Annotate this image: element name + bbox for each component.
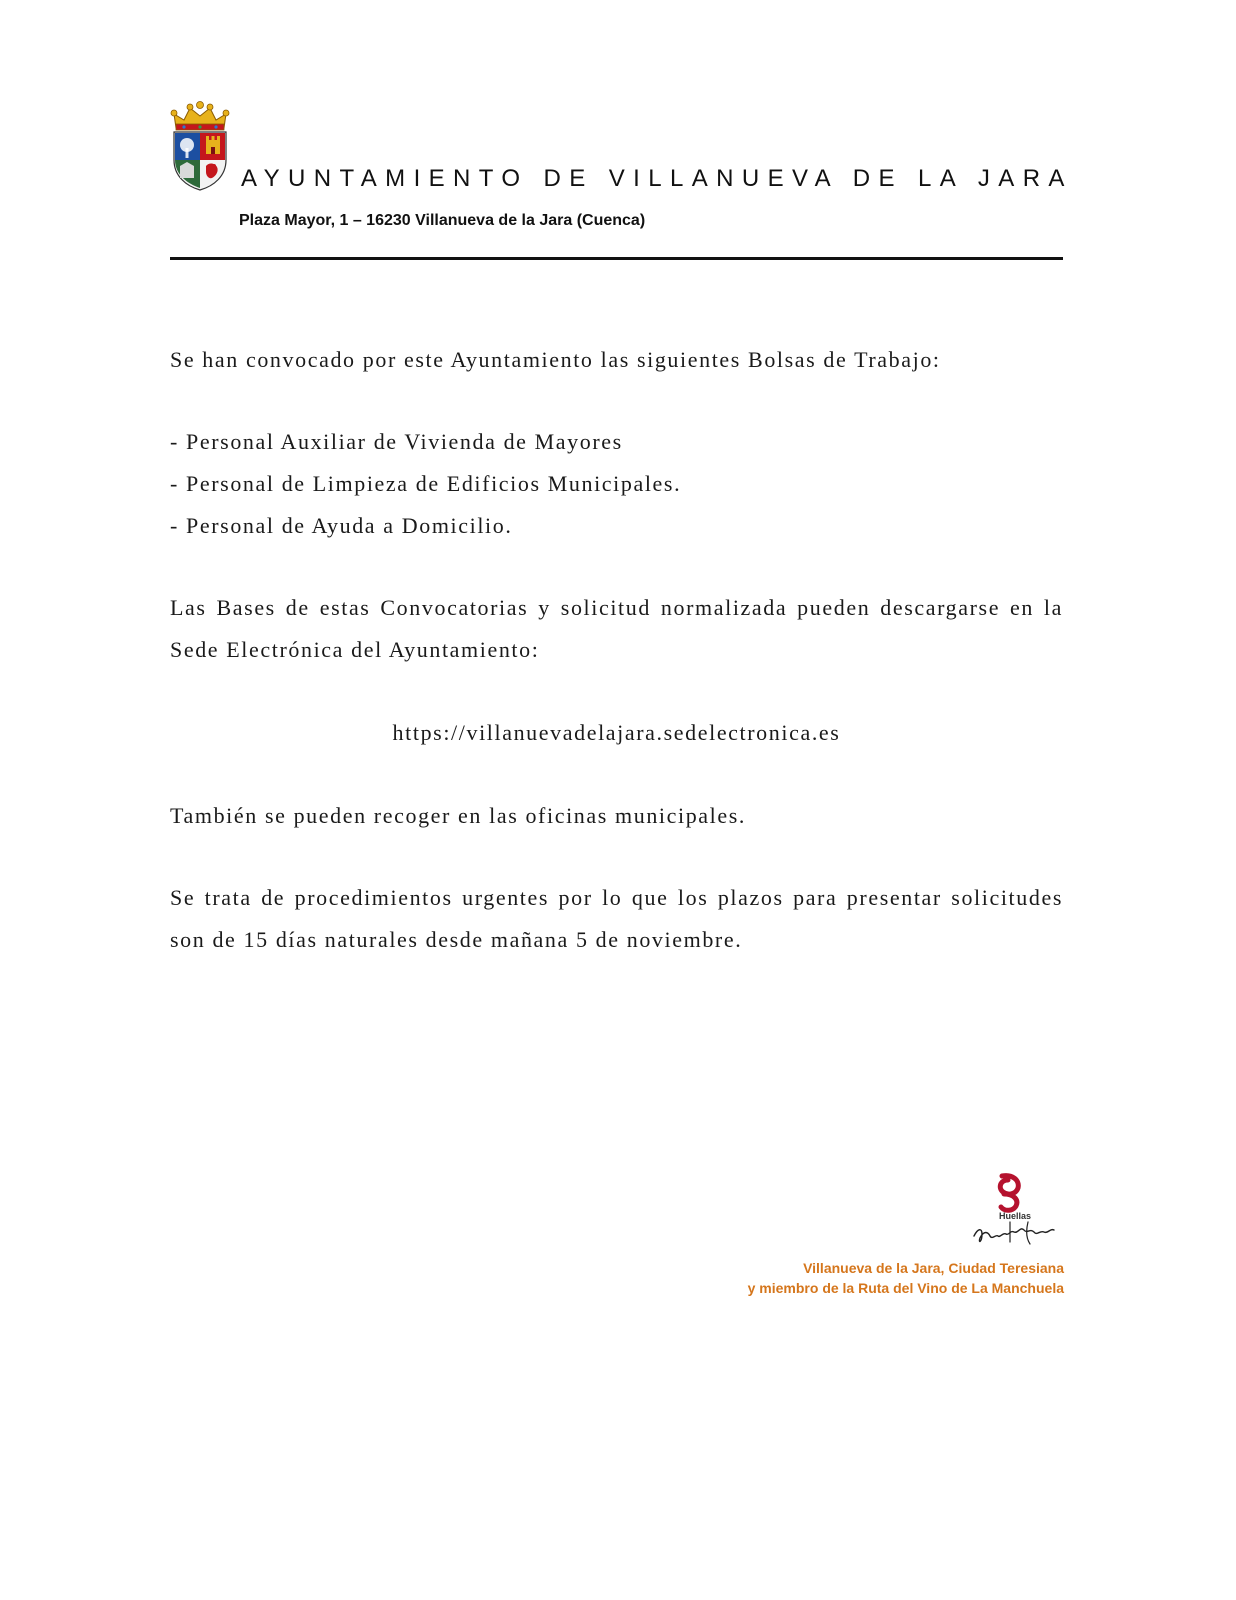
organization-address: Plaza Mayor, 1 – 16230 Villanueva de la Jara (Cuenca) [239,212,646,229]
footer-tagline-2: y miembro de la Ruta del Vino de La Manchuela [747,1280,1064,1296]
intro-paragraph: Se han convocado por este Ayuntamiento las siguientes Bolsas de Trabajo: [170,347,941,372]
job-list [170,421,1063,547]
organization-name: AYUNTAMIENTO DE VILLANUEVA DE LA JARA [241,165,1073,192]
sede-electronica-link[interactable]: https://villanuevadelajara.sedelectronica.es [392,720,841,745]
list-item: - Personal de Ayuda a Domicilio. [170,513,513,538]
footer-tagline-1: Villanueva de la Jara, Ciudad Teresiana [803,1260,1064,1276]
coat-of-arms-icon [168,100,232,192]
offices-paragraph: También se pueden recoger en las oficinas municipales. [170,803,747,828]
bases-paragraph: Las Bases de estas Convocatorias y solicitud normalizada pueden descargarse en la Sede Electrónica del Ayuntamiento: [170,595,1063,662]
huellas-label: Huellas [998,1211,1031,1221]
deadline-paragraph: Se trata de procedimientos urgentes por lo que los plazos para presentar solicitudes son de 15 días naturales desde mañana 5 de noviembre. [170,885,1063,952]
header-divider [170,257,1063,260]
list-item: - Personal de Limpieza de Edificios Municipales. [170,471,682,496]
list-item: - Personal Auxiliar de Vivienda de Mayores [170,429,623,454]
